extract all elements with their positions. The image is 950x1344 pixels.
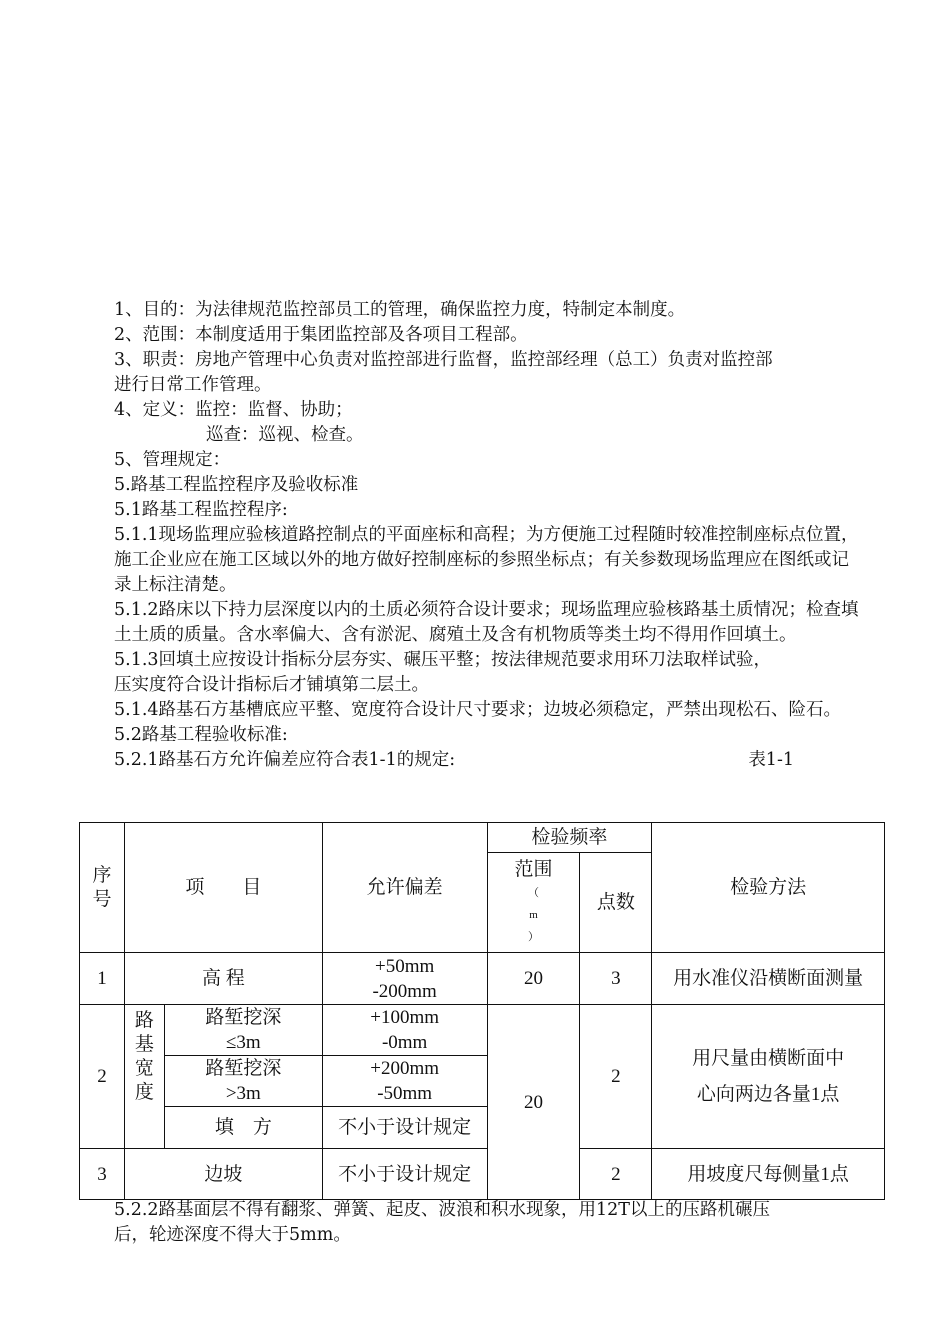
section-5-2-2-line1: 5.2.2路基面层不得有翻浆、弹簧、起皮、波浪和积水现象，用12T以上的压路机碾压 (114, 1200, 770, 1220)
header-range: 范围 （ m ） (487, 853, 580, 953)
section-5-1-4-paragraph: 5.1.4路基石方基槽底应平整、宽度符合设计尺寸要求；边坡必须稳定，严禁出现松石、险石。 (114, 700, 842, 720)
header-tolerance: 允许偏差 (322, 823, 487, 953)
definition-paragraph-line1: 4、定义：监控：监督、协助； (114, 400, 353, 420)
row2-sub3-item: 填 方 (164, 1107, 322, 1149)
row2-method: 用尺量由横断面中 心向两边各量1点 (652, 1005, 885, 1149)
row2-sub2-tolerance: +200mm -50mm (322, 1056, 487, 1107)
header-points: 点数 (580, 853, 652, 953)
section-5-2-heading: 5.2路基工程验收标准: (114, 725, 288, 745)
section-5-2-1-text: 5.2.1路基石方允许偏差应符合表1-1的规定: (114, 750, 456, 770)
tolerance-table (79, 822, 885, 1200)
row1-tolerance: +50mm -200mm (322, 953, 487, 1005)
row1-range: 20 (487, 953, 580, 1005)
row2-no: 2 (80, 1005, 125, 1149)
section-5-1-3-line2: 压实度符合设计指标后才铺填第二层土。 (114, 675, 429, 695)
row3-points: 2 (580, 1149, 652, 1200)
table-label: 表1-1 (748, 750, 794, 770)
row3-no: 3 (80, 1149, 125, 1200)
row3-tolerance: 不小于设计规定 (322, 1149, 487, 1200)
section-5-heading: 5.路基工程监控程序及验收标准 (114, 475, 359, 495)
row1-no: 1 (80, 953, 125, 1005)
row2-range: 20 (487, 1005, 580, 1200)
row2-sub1-tolerance: +100mm -0mm (322, 1005, 487, 1056)
section-5-1-2-paragraph: 5.1.2路床以下持力层深度以内的土质必须符合设计要求；现场监理应验核路基土质情况；检查填土土质的质量。含水率偏大、含有淤泥、腐殖土及含有机物质等类土均不得用作回填土。 (114, 600, 859, 645)
row2-sub2-item: 路堑挖深 >3m (164, 1056, 322, 1107)
document-body (114, 298, 914, 773)
table-caption-line (114, 748, 794, 773)
row3-item: 边坡 (124, 1149, 322, 1200)
header-frequency: 检验频率 (487, 823, 652, 853)
definition-paragraph-line2: 巡查：巡视、检查。 (206, 425, 364, 445)
duty-paragraph-line1: 3、职责：房地产管理中心负责对监控部进行监督，监控部经理（总工）负责对监控部 (114, 350, 773, 370)
section-5-1-1-paragraph: 5.1.1现场监理应验核道路控制点的平面座标和高程；为方便施工过程随时较准控制座标点位置，施工企业应在施工区域以外的地方做好控制座标的参照坐标点；有关参数现场监理应在图纸或记录上标注清楚。 (114, 525, 859, 595)
duty-paragraph-line2: 进行日常工作管理。 (114, 375, 272, 395)
section-5-1-3-line1: 5.1.3回填土应按设计指标分层夯实、碾压平整；按法律规范要求用环刀法取样试验， (114, 650, 772, 670)
header-no: 序号 (80, 823, 125, 953)
header-method: 检验方法 (652, 823, 885, 953)
row1-points: 3 (580, 953, 652, 1005)
post-table-text (114, 1198, 914, 1248)
section-5-1-heading: 5.1路基工程监控程序: (114, 500, 288, 520)
row2-sub3-tolerance: 不小于设计规定 (322, 1107, 487, 1149)
purpose-paragraph: 1、目的：为法律规范监控部员工的管理，确保监控力度，特制定本制度。 (114, 300, 686, 320)
section-5-2-2-line2: 后，轮迹深度不得大于5mm。 (114, 1225, 351, 1245)
row2-sub1-item: 路堑挖深 ≤3m (164, 1005, 322, 1056)
header-item: 项 目 (124, 823, 322, 953)
scope-paragraph: 2、范围：本制度适用于集团监控部及各项目工程部。 (114, 325, 528, 345)
row1-method: 用水准仪沿横断面测量 (652, 953, 885, 1005)
row3-method: 用坡度尺每侧量1点 (652, 1149, 885, 1200)
row1-item: 高 程 (124, 953, 322, 1005)
row2-group: 路基宽度 (124, 1005, 164, 1149)
row2-points: 2 (580, 1005, 652, 1149)
management-heading: 5、管理规定： (114, 450, 231, 470)
